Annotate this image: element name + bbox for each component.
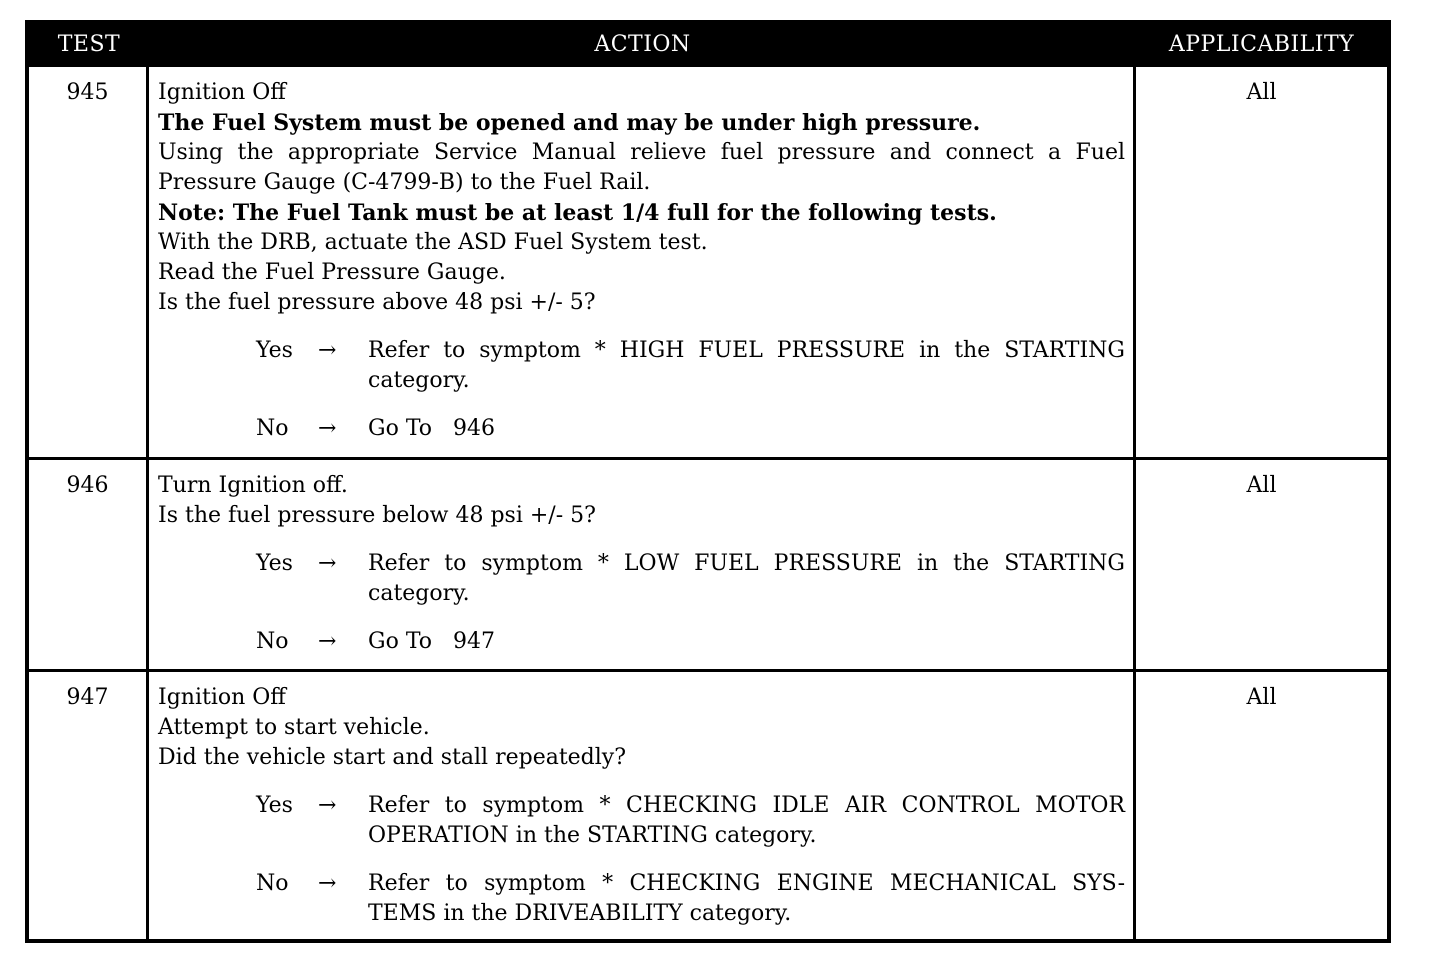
test-number: 945: [29, 67, 149, 457]
applicability-value: All: [1246, 685, 1277, 710]
outcome-text: Go To 946: [368, 416, 495, 441]
outcome-label: No: [256, 871, 289, 896]
arrow-icon: →: [318, 871, 337, 896]
action-line: Turn Ignition off.: [158, 473, 348, 498]
action-line: Ignition Off: [158, 80, 286, 105]
arrow-icon: →: [318, 629, 337, 654]
action-line: Using the appropriate Service Manual relieve fuel pressure and connect a Fuel Pressure Gauge (C-4799-B) to the Fuel Rail.: [158, 140, 1125, 195]
question-line: Is the fuel pressure above 48 psi +/- 5?: [158, 290, 596, 315]
outcome-list: [158, 549, 1125, 657]
action-cell: [149, 67, 1136, 457]
table-row: [29, 457, 1387, 669]
table-header: [29, 24, 1387, 64]
outcome-yes: [256, 791, 1125, 851]
header-applicability: APPLICABILITY: [1168, 31, 1355, 57]
action-line: Attempt to start vehicle.: [158, 715, 430, 740]
outcome-label: No: [256, 416, 289, 441]
outcome-no: [256, 627, 1125, 657]
arrow-icon: →: [318, 416, 337, 441]
diagnostic-test-table: [25, 20, 1391, 943]
outcome-no: [256, 414, 1125, 444]
outcome-no: [256, 869, 1125, 929]
note-line: Note: The Fuel Tank must be at least 1/4 full for the following tests.: [158, 200, 997, 226]
outcome-label: Yes: [256, 551, 293, 576]
question-line: Did the vehicle start and stall repeatedly?: [158, 745, 627, 770]
table-row: [29, 64, 1387, 457]
test-number: 946: [29, 460, 149, 669]
outcome-list: [158, 336, 1125, 444]
action-line: Read the Fuel Pressure Gauge.: [158, 260, 506, 285]
arrow-icon: →: [318, 793, 337, 818]
applicability-value: All: [1246, 473, 1277, 498]
warning-line: The Fuel System must be opened and may be under high pressure.: [158, 110, 981, 136]
question-line: Is the fuel pressure below 48 psi +/- 5?: [158, 503, 596, 528]
outcome-yes: [256, 549, 1125, 609]
applicability-value: All: [1246, 80, 1277, 105]
arrow-icon: →: [318, 338, 337, 363]
outcome-text: Refer to symptom * CHECKING ENGINE MECHANICAL SYS- TEMS in the DRIVEABILITY category.: [368, 871, 1125, 926]
header-test: TEST: [57, 31, 121, 57]
outcome-text: Refer to symptom * CHECKING IDLE AIR CONTROL MOTOR OPERATION in the STARTING category.: [368, 793, 1125, 848]
table-row: [29, 669, 1387, 939]
outcome-yes: [256, 336, 1125, 396]
outcome-text: Refer to symptom * HIGH FUEL PRESSURE in the STARTING category.: [368, 338, 1125, 393]
outcome-list: [158, 791, 1125, 929]
action-cell: [149, 460, 1136, 669]
action-cell: [149, 672, 1136, 939]
test-number: 947: [29, 672, 149, 939]
arrow-icon: →: [318, 551, 337, 576]
outcome-label: Yes: [256, 338, 293, 363]
outcome-text: Go To 947: [368, 629, 495, 654]
outcome-label: Yes: [256, 793, 293, 818]
outcome-text: Refer to symptom * LOW FUEL PRESSURE in the STARTING category.: [368, 551, 1125, 606]
action-line: Ignition Off: [158, 685, 286, 710]
action-line: With the DRB, actuate the ASD Fuel System test.: [158, 230, 708, 255]
outcome-label: No: [256, 629, 289, 654]
header-action: ACTION: [594, 31, 691, 57]
